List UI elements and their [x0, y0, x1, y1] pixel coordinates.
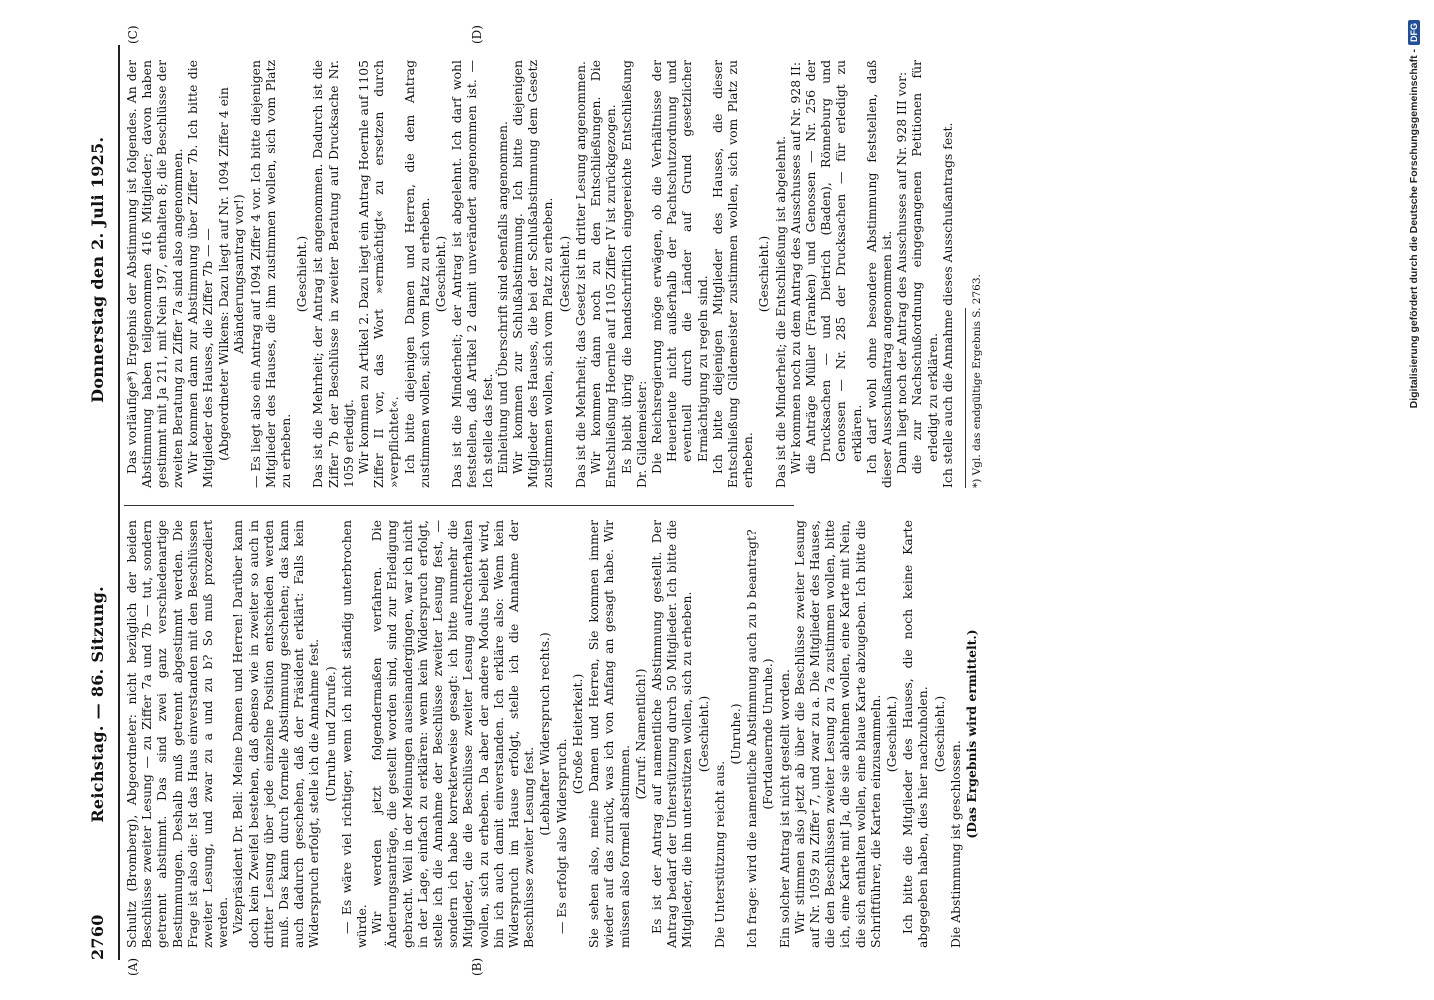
stage-direction: (Geschieht.)	[433, 235, 449, 313]
paragraph: Das ist die Mehrheit; der Antrag ist angenommen. Dadurch ist die Ziffer 7b der Beschlüsse in zweiter Beratung auf Drucksache Nr. 1059 erledigt.	[310, 60, 356, 488]
paragraph: Sie sehen also, meine Damen und Herren, Sie kommen immer wieder auf das zurück, was ich von Anfang an gesagt habe. Wir müssen also formell abstimmen.	[586, 520, 632, 948]
column-divider	[124, 505, 794, 506]
stage-direction: (Das Ergebnis wird ermittelt.)	[963, 629, 979, 839]
margin-marker-d: (D)	[470, 25, 484, 44]
paragraph: die zur Nachschußordnung eingegangenen Petitionen für erledigt zu erklären.	[909, 60, 940, 474]
header-session-title: Reichstag. — 86. Sitzung.	[88, 586, 107, 823]
paragraph: Wir kommen zu Artikel 2. Dazu liegt ein Antrag Hoernle auf 1105 Ziffer II vor, das Wort »ermächtigt« zu ersetzen durch »verpflichtet«.	[356, 60, 402, 488]
paragraph: Wir kommen dann zur Abstimmung über Ziffer 7b. Ich bitte die Mitglieder des Hauses, die Ziffer 7b — —	[184, 60, 216, 488]
paragraph: Ich bitte die Mitglieder des Hauses, die noch keine Karte abgegeben haben, dies hier nachzuholen.	[900, 520, 931, 948]
margin-marker-b: (B)	[470, 957, 484, 976]
paragraph: Ich stelle auch die Annahme dieses Ausschußantrags fest.	[939, 122, 955, 488]
stage-direction: (Lebhafter Widerspruch rechts.)	[537, 632, 553, 836]
paragraph: die Anträge Müller (Franken) und Genossen — Nr. 256 der Drucksachen — und Dietrich (Baden), Rönneburg und Genossen — Nr. 285 der Drucksachen — für erledigt zu erklären.	[802, 60, 864, 474]
stage-direction: (Unruhe und Zurufe.)	[322, 666, 338, 802]
paragraph: Wir stimmen also jetzt ab über die Beschlüsse zweiter Lesung auf Nr. 1059 zu Ziffer 7, und zwar zu a. Die Mitglieder des Hauses, die den Beschlüssen zweiter Lesung zu 7a zustimmen wollen, bitte ich, eine Karte mit Ja, die sie ablehnen wollen, eine Karte mit Nein, die sich enthalten wollen, eine blaue Karte abzugeben. Ich bitte die Schriftführer, die Karten einzusammeln.	[791, 520, 883, 948]
right-column	[124, 60, 985, 488]
stage-direction: (Zuruf: Namentlich!)	[632, 668, 648, 800]
paragraph: Ich frage: wird die namentliche Abstimmung auch zu b beantragt?	[744, 529, 760, 948]
paragraph: Wir werden jetzt folgendermaßen verfahren. Die Änderungsanträge, die gestellt worden sind, sind zur Erledigung gebracht. Weil in der Meinungen auseinandergingen, war ich nicht in der Lage, einfach zu erklären: wenn kein Widerspruch erfolgt, stelle ich die Annahme der Beschlüsse zweiter Lesung fest, — sondern ich habe korrekterweise gesagt: ich bitte nunmehr die Mitglieder, die die Beschlüsse zweiter Lesung aufrechterhalten wollen, sich zu erheben. Da aber der andere Modus beliebt wird, bin ich auch damit einverstanden. Ich erkläre also: Wenn kein Widerspruch im Hause erfolgt, stelle ich die Annahme der Beschlüsse zweiter Lesung fest.	[369, 520, 537, 948]
stage-direction: (Unruhe.)	[727, 703, 743, 765]
stage-direction: (Große Heiterkeit.)	[569, 673, 585, 795]
paragraph: Das ist die Minderheit; der Antrag ist abgelehnt. Ich darf wohl feststellen, daß Artikel 2 damit unverändert angenommen ist. — Ich stelle das fest.	[449, 60, 495, 488]
paragraph: Das ist die Mehrheit; das Gesetz ist in dritter Lesung angenommen.	[572, 61, 588, 488]
paragraph: Das vorläufige*) Ergebnis der Abstimmung ist folgendes. An der Abstimmung haben teilgenommen 416 Mitglieder; davon haben gestimmt mit Ja 211, mit Nein 197, enthalten 8; die Beschlüsse der zweiten Beratung zu Ziffer 7a sind also angenommen.	[124, 60, 185, 488]
stage-direction: (Geschieht.)	[756, 235, 772, 313]
dfg-logo: DFG	[1408, 20, 1420, 45]
stage-direction: (Fortdauernde Unruhe.)	[760, 658, 776, 810]
paragraph: Es ist der Antrag auf namentliche Abstimmung gestellt. Der Antrag bedarf der Unterstützung durch 50 Mitglieder. Ich bitte die Mitglieder, die ihn unterstützen wollen, sich zu erheben.	[648, 520, 695, 948]
header-rule	[118, 45, 120, 960]
paragraph: Ich bitte diejenigen Damen und Herren, die dem Antrag zustimmen wollen, sich vom Platz zu erheben.	[401, 60, 432, 488]
paragraph: Schultz (Bromberg), Abgeordneter: nicht bezüglich der beiden Beschlüsse zweiter Lesung — zu Ziffer 7a und 7b — tut, sondern getrennt abstimmt. Das sind zwei ganz verschiedenartige Bestimmungen. Deshalb muß getrennt abgestimmt werden. Die Frage ist also die: Ist das Haus einverstanden mit den Beschlüssen zweiter Lesung, und zwar zu a und zu b? So muß prozediert werden.	[124, 520, 231, 948]
credit-text: Digitalisierung gefördert durch die Deutsche Forschungsgemeinschaft -	[1408, 49, 1420, 409]
paragraph: Wir kommen zur Schlußabstimmung. Ich bitte diejenigen Mitglieder des Hauses, die bei der Schlußabstimmung dem Gesetz zustimmen wollen, sich vom Platz zu erheben.	[510, 60, 556, 488]
paragraph: Die Abstimmung ist geschlossen.	[947, 740, 963, 948]
stage-direction: (Geschieht.)	[695, 695, 711, 773]
left-column	[124, 520, 980, 948]
margin-marker-a: (A)	[126, 957, 140, 976]
footnote-rule	[965, 308, 966, 488]
paragraph: Das ist die Minderheit; die Entschließung ist abgelehnt.	[772, 135, 788, 488]
paragraph: — Es liegt also ein Antrag auf 1094 Ziffer 4 vor. Ich bitte diejenigen Mitglieder des Hauses, die ihm zustimmen wollen, sich vom Platz zu erheben.	[247, 60, 294, 488]
stage-direction: (Geschieht.)	[883, 695, 899, 773]
paragraph: Es bleibt übrig die handschriftlich eingereichte Entschließung Dr. Gildemeister:	[618, 60, 649, 488]
paragraph: Ein solcher Antrag ist nicht gestellt worden.	[776, 669, 792, 948]
paragraph: Wir kommen noch zu dem Antrag des Ausschusses auf Nr. 928 II:	[787, 61, 803, 474]
paragraph: — Es erfolgt also Widerspruch.	[553, 738, 569, 934]
footnote: *) Vgl. das endgültige Ergebnis S. 2763.	[970, 274, 983, 488]
paragraph: Ich bitte diejenigen Mitglieder des Hauses, die dieser Entschließung Gildemeister zustimmen wollen, sich vom Platz zu erheben.	[709, 60, 756, 488]
paragraph: Ich darf wohl ohne besondere Abstimmung feststellen, daß dieser Ausschußantrag angenommen ist.	[863, 60, 894, 488]
stage-direction: (Abgeordneter Wilkens: Dazu liegt auf Nr. 1094 Ziffer 4 ein Abänderungsantrag vor!)	[216, 87, 247, 461]
margin-marker-c: (C)	[126, 25, 140, 44]
paragraph: — Es wäre viel richtiger, wenn ich nicht ständig unterbrochen würde.	[338, 520, 370, 948]
paragraph: Wir kommen dann noch zu den Entschließungen. Die Entschließung Hoernle auf 1105 Ziffer IV ist zurückgezogen.	[588, 60, 619, 488]
right-column-body	[124, 60, 955, 488]
page-number: 2760	[88, 914, 107, 960]
header-date: Donnerstag den 2. Juli 1925.	[88, 136, 107, 403]
stage-direction: (Geschieht.)	[931, 695, 947, 773]
page-header	[88, 45, 116, 960]
digitization-credit	[1402, 20, 1426, 980]
paragraph: Die Unterstützung reicht aus.	[711, 760, 727, 948]
stage-direction: (Geschieht.)	[294, 235, 310, 313]
paragraph: Die Reichsregierung möge erwägen, ob die Verhältnisse der Heuerleute nicht außerhalb der Pachtschutzordnung und eventuell durch die Länder auf Grund gesetzlicher Ermächtigung zu regeln sind.	[648, 60, 710, 474]
paragraph: Einleitung und Überschrift sind ebenfalls angenommen.	[494, 121, 510, 474]
paragraph: Dann liegt noch der Antrag des Ausschusses auf Nr. 928 III vor:	[894, 71, 910, 474]
stage-direction: (Geschieht.)	[556, 235, 572, 313]
paragraph: Vizepräsident Dr. Bell: Meine Damen und Herren! Darüber kann doch kein Zweifel bestehen, daß ebenso wie in zweiter so auch in dritter Lesung über jede einzelne Position entschieden werden muß. Das kann durch formelle Abstimmung geschehen; das kann auch dadurch geschehen, daß der Präsident erklärt: Falls kein Widerspruch erfolgt, stelle ich die Annahme fest.	[230, 520, 322, 948]
